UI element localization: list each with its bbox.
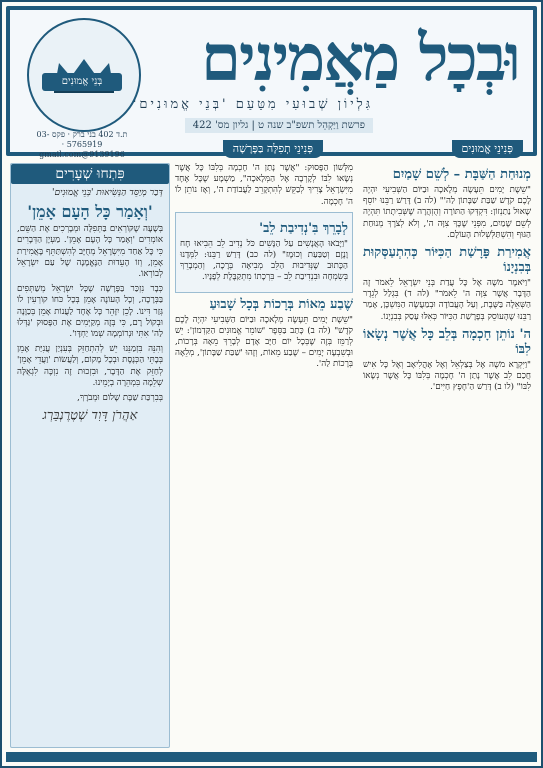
column-byline: דְּבַר מְיַסֵּד הַנְּשִׂיאוּת 'בְּנֵי אֱמוּנִים' (52, 188, 163, 198)
signature: אַהֲרֹן דָּוִד שְׁטֶרֶנְבַּרְג (42, 408, 138, 424)
middle-column (175, 163, 353, 748)
article-text: וְהִנֵּה בִּזְמַנֵּנוּ יֵשׁ לְהִתְחַזֵּק בְּעִנְיַן עֲנִיַּת אָמֵן בְּבָתֵּי הַכְּנֶסֶת וּבְכָל מָקוֹם, וְלַעֲשׂוֹת 'וַעֲדֵי אָמֵן' לְחַזֵּק אֶת הַדָּבָר, וּבִזְכוּת זֶה נִזְכֶּה לִגְאֻלָּה שְׁלֵמָה בִּמְהֵרָה בְיָמֵינוּ. (17, 344, 163, 388)
issue-info: פרשת וַיַּקְהֵל תשפ"ב שנה ט | גליון מס' 422 (185, 118, 373, 133)
article-heading: מְנוּחַת הַשַּׁבָּת – לְשֵׁם שָׁמַיִם (392, 167, 531, 182)
article-text: כְּבָר נִזְכַּר בַּפָּרָשָׁה שֶׁכָּל יִשְׂרָאֵל מְשַׁתְּפִים בַּבְּרָכָה, וְכָל הָעוֹנֶה אָמֵן בְּכָל כֹּחוֹ קוֹרְעִין לוֹ גְּזַר דִּינוֹ. לָכֵן יִזָּהֵר כָּל אֶחָד לַעֲנוֹת אָמֵן בְּכַוָּנָה וּבְקוֹל רָם, כִּי בְּזֶה מְקַיְּמִים אֶת הַפָּסוּק 'גַּדְּלוּ לַה' אִתִּי וּנְרוֹמְמָה שְׁמוֹ יַחְדָּו'. (17, 284, 163, 340)
contact-address: ת.ד 402 בני ברק · פקס 03-5765919 · 9139196@gmail.com (36, 130, 128, 159)
article-text: מִלְּשׁוֹן הַפָּסוּק: "אֲשֶׁר נָתַן ה' חָכְמָה בְּלִבּוֹ כָּל אֲשֶׁר נְשָׂאוֹ לִבּוֹ לְקָרְבָה אֶל הַמְּלָאכָה", מַשְׁמָע שֶׁכָּל אֶחָד מִיִּשְׂרָאֵל צָרִיךְ לְבַקֵּשׁ לְהִתְקָרֵב לַעֲבוֹדַת ה', וְאָז נוֹתֵן לוֹ ה' חָכְמָה. (175, 163, 353, 207)
closing-line: בְּבִרְכַּת שַׁבָּת שָׁלוֹם וּמְבֹרָךְ, (77, 393, 163, 404)
masthead (6, 6, 537, 159)
bottom-bar (6, 752, 537, 762)
column-banner: פִּתְחוּ שְׁעָרִים (11, 164, 169, 184)
article-text: "שֵׁשֶׁת יָמִים תֵּעָשֶׂה מְלָאכָה וּבַיּוֹם הַשְּׁבִיעִי יִהְיֶה לָכֶם קֹדֶשׁ שַׁבַּת שַׁבָּתוֹן לַה'" (לה ב) דָּרַשׁ רַבֵּנוּ יוֹסֵף שָׁאוּל נַתַנְזוֹן: דִּקְדְּקוּ הַתּוֹרָה וְהֻזְהֲרָה שֶׁשְּׁבִיתָתוֹ תִּהְיֶה לְשֵׁם שָׁמַיִם, מִפְּנֵי שֶׁכָּךְ צִוָּה ה', וְלֹא לְצֹרֶךְ מְנוּחַת הַגּוּף וְהִשְׁתַּלְּשְׁלוּת הָעוֹלָם. (363, 185, 531, 240)
article-heading: 'וְאָמַר כָּל הָעָם אָמֵן' (27, 202, 153, 222)
article-box (175, 212, 353, 293)
newsletter-title: וּבְכָל מַאֲמִינִים (201, 21, 519, 96)
tab-middle: פְּנִינֵי תְפִלָּה בַּפָּרָשָׁה (223, 140, 323, 158)
logo-text: בְּנֵי אֱמוּנִים (42, 73, 122, 91)
article-heading: שֶׁבַע מֵאוֹת בְּרָכוֹת בְּכָל שָׁבוּעַ (209, 296, 353, 312)
article-text: "וַיָּבֹאוּ הָאֲנָשִׁים עַל הַנָּשִׁים כֹּל נְדִיב לֵב הֵבִיאוּ חָח וָנֶזֶם וְטַבַּעַת וְכוּמָז" (לה כב) דָּרַשׁ רַבֵּנוּ: לִמְּדָנוּ הַכָּתוּב שֶׁנְּדִיבוּת הַלֵּב מְבִיאָה בְּרָכָה, וְהַמְבָרֵךְ בְּשִׂמְחָה וּבִנְדִיבַת לֵב – בִּרְכָתוֹ מִתְקַבֶּלֶת לְפָנָיו. (180, 238, 348, 283)
article-text: "וַיֹּאמֶר מֹשֶׁה אֶל כָּל עֲדַת בְּנֵי יִשְׂרָאֵל לֵאמֹר זֶה הַדָּבָר אֲשֶׁר צִוָּה ה' לֵאמֹר" (לה ד) בִּגְלַל לְגֵדֶר הַשְּׁאֵלָה בַּשֶּׁבֶת, וְעַל הָעֲבוֹדָה וּבְמַעֲשֶׂה הַמִּשְׁכָּן, אָמַר רַבֵּנוּ שֶׁהָעוֹסֵק בְּפָרָשַׁת הַכִּיּוֹר כְּאִלּוּ עָסַק בְּבִנְיָנוֹ. (363, 278, 531, 322)
masthead-inner (10, 10, 533, 159)
article-text: "שֵׁשֶׁת יָמִים תֵּעָשֶׂה מְלָאכָה וּבַיּוֹם הַשְּׁבִיעִי יִהְיֶה לָכֶם קֹדֶשׁ" (לה ב) כָּתַב בַּסֵּפֶר 'שׁוֹמֵר אֱמוּנִים הַקַּדְמוֹן': יֵשׁ לְרַמֵּז בְּזֶה שֶׁבְּכָל יוֹם חַיָּב אָדָם לְבָרֵךְ מֵאָה בְּרָכוֹת, וּבְשִׁבְעָה יָמִים – שֶׁבַע מֵאוֹת, וְזֶהוּ 'שַׁבַּת שַׁבָּתוֹן', מְלֵאָה בְּרָכוֹת לַה'. (175, 314, 353, 370)
article-heading: אֲמִירַת פָּרָשַׁת הַכִּיּוֹר כְּהִתְעַסְּקוּת בְּבִנְיָנוֹ (363, 245, 531, 276)
logo (22, 18, 142, 158)
article-text: בְּשָׁעָה שֶׁקּוֹרְאִים בַּתְּפִלָּה וּמְבָרְכִים אֶת הַשֵּׁם, אוֹמְרִים 'וְאָמַר כָּל הָעָם אָמֵן'. מַעְיָן הַדְּבָרִים כִּי כָּל אַחַד מִיִּשְׂרָאֵל מְחֻיָּב לְהִשְׁתַּתֵּף בָּאֲמִירַת אָמֵן, וְזוֹ הָעֵדוּת הַנֶּאֱמָנָה שֶׁל עַם יִשְׂרָאֵל לְבוֹרְאוֹ. (17, 224, 163, 280)
right-column (363, 163, 531, 748)
left-column (10, 163, 170, 748)
article-text: "וַיִּקְרָא מֹשֶׁה אֶל בְּצַלְאֵל וְאֶל אָהֳלִיאָב וְאֶל כָּל אִישׁ חֲכַם לֵב אֲשֶׁר נָתַן ה' חָכְמָה בְּלִבּוֹ כָּל אֲשֶׁר נְשָׂאוֹ לִבּוֹ" (לו ב) דָּרַשׁ הַ'חֶפֶץ חַיִּים'. (363, 359, 531, 393)
article-heading: ה' נוֹתֵן חָכְמָה בְּלֵב כָּל אֲשֶׁר נְשָׂאוֹ לִבּוֹ (363, 326, 531, 357)
newsletter-subtitle: גִּלְיוֹן שְׁבוּעִי מִטַּעַם 'בְּנֵי אֱמוּנִים' (132, 97, 373, 112)
article-heading: לְבָרֵךְ בִּ'נְדִיבַת לֵב' (259, 220, 348, 236)
tab-right: פְּנִינֵי אֱמוּנִים (452, 140, 523, 158)
